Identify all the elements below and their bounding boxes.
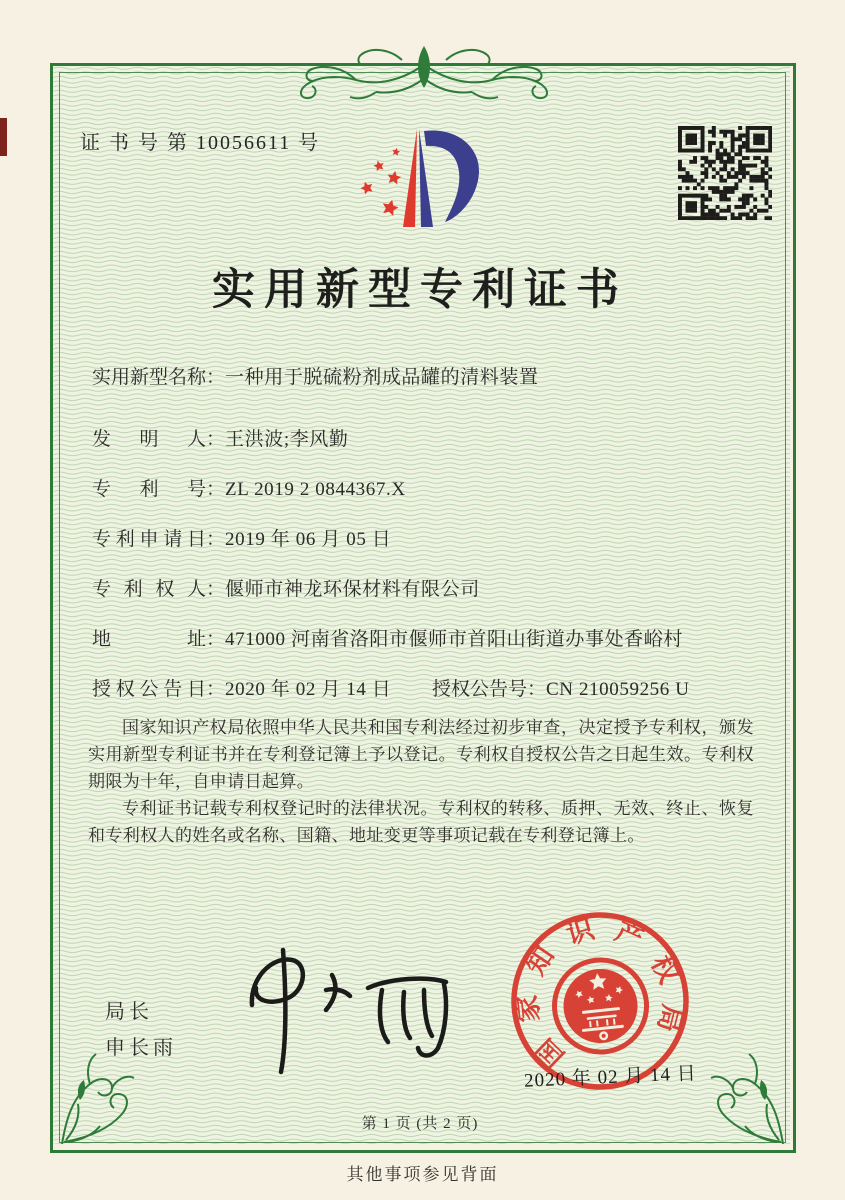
field-label: 授权公告日	[92, 679, 206, 700]
field-row-name	[92, 362, 539, 389]
field-value: 一种用于脱硫粉剂成品罐的清料装置	[225, 367, 539, 388]
field-label: 专利申请日	[92, 529, 206, 550]
colon: ：	[527, 679, 547, 700]
colon: ：	[206, 629, 226, 650]
svg-text:产: 产	[610, 915, 648, 955]
field-label: 专利权人	[92, 579, 206, 600]
field-value: CN 210059256 U	[546, 679, 690, 700]
colon: ：	[206, 579, 226, 600]
field-row-address	[92, 624, 683, 651]
field-row-inventor	[92, 424, 349, 451]
svg-text:局: 局	[652, 1001, 688, 1036]
svg-text:识: 识	[563, 913, 598, 950]
field-label: 授权公告号	[432, 679, 528, 700]
commissioner-title: 局长	[105, 1001, 153, 1023]
national-emblem-icon	[550, 955, 651, 1056]
field-value: 2020 年 02 月 14 日	[225, 679, 392, 700]
field-value: 偃师市神龙环保材料有限公司	[225, 579, 480, 600]
colon: ：	[206, 367, 226, 388]
svg-text:权: 权	[645, 950, 685, 989]
svg-text:国: 国	[529, 1032, 571, 1073]
field-row-grant	[92, 674, 690, 701]
field-label: 发明人	[92, 429, 206, 450]
legal-paragraph-1: 国家知识产权局依照中华人民共和国专利法经过初步审查，决定授予专利权，颁发实用新型专利证书并在专利登记簿上予以登记。专利权自授权公告之日起生效。专利权期限为十年，自申请日起算。	[88, 718, 754, 791]
top-scroll-ornament-icon	[252, 40, 596, 102]
qr-code	[678, 126, 772, 220]
seal-date: 2020 年 02 月 14 日	[523, 1063, 698, 1092]
field-row-filing-date	[92, 524, 391, 551]
colon: ：	[206, 679, 226, 700]
cnipa-patent-logo-icon	[348, 116, 508, 248]
field-row-patentee	[92, 574, 480, 601]
field-label: 专利号	[92, 479, 206, 500]
legal-text-block	[88, 714, 754, 849]
field-label: 地址	[92, 629, 206, 650]
field-value: 2019 年 06 月 05 日	[225, 529, 392, 550]
certificate-title: 实用新型专利证书	[212, 267, 628, 314]
certificate-number: 证 书 号 第 10056611 号	[80, 132, 321, 154]
field-label: 实用新型名称	[92, 367, 207, 388]
svg-text:家: 家	[512, 993, 545, 1024]
colon: ：	[206, 479, 226, 500]
back-note: 其他事项参见背面	[346, 1165, 499, 1184]
field-value: ZL 2019 2 0844367.X	[225, 479, 406, 500]
page-number: 第 1 页 (共 2 页)	[361, 1116, 479, 1132]
scan-edge-mark	[0, 118, 7, 156]
grant-number-pair	[432, 674, 690, 701]
legal-paragraph-2: 专利证书记载专利权登记时的法律状况。专利权的转移、质押、无效、终止、恢复和专利权人的姓名或名称、国籍、地址变更等事项记载在专利登记簿上。	[88, 799, 754, 845]
field-row-patent-number	[92, 474, 406, 501]
field-value: 471000 河南省洛阳市偃师市首阳山街道办事处香峪村	[225, 629, 683, 650]
handwritten-signature	[225, 930, 470, 1080]
commissioner-name: 申长雨	[105, 1037, 177, 1059]
colon: ：	[206, 429, 226, 450]
svg-text:知: 知	[520, 941, 561, 981]
field-value: 王洪波;李风勤	[225, 429, 349, 450]
colon: ：	[206, 529, 226, 550]
